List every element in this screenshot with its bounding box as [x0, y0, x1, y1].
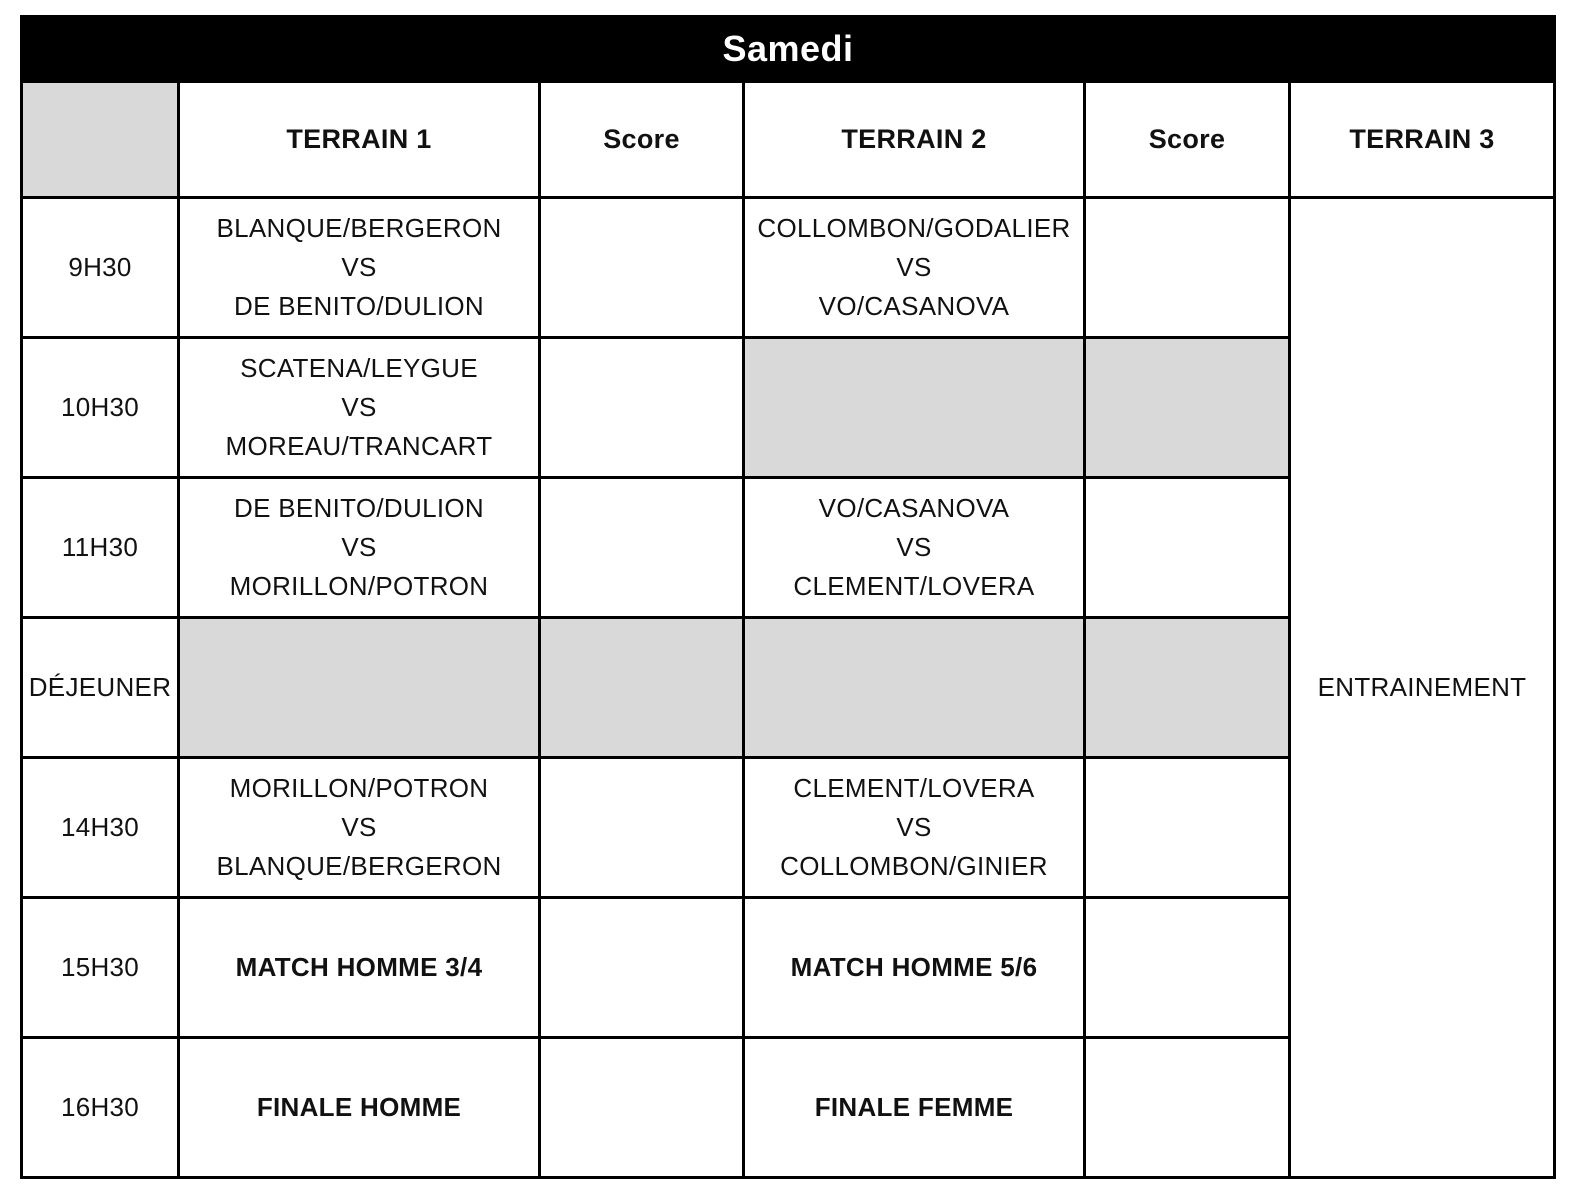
score-2-cell [1085, 478, 1290, 618]
terrain-2-match [744, 198, 1085, 338]
terrain-2-match: MATCH HOMME 5/6 [744, 898, 1085, 1038]
terrain-2-match: FINALE FEMME [744, 1038, 1085, 1178]
team-a: CLEMENT/LOVERA [793, 773, 1035, 803]
team-b: VO/CASANOVA [818, 291, 1010, 321]
time-cell: DÉJEUNER [22, 618, 179, 758]
time-cell: 9H30 [22, 198, 179, 338]
table-row [22, 198, 1555, 338]
team-b: MOREAU/TRANCART [225, 431, 493, 461]
score-1-cell [540, 1038, 744, 1178]
score-2-empty [1085, 338, 1290, 478]
team-a: BLANQUE/BERGERON [216, 213, 502, 243]
header-terrain-3: TERRAIN 3 [1290, 82, 1555, 198]
time-cell: 15H30 [22, 898, 179, 1038]
score-1-cell [540, 338, 744, 478]
terrain-2-empty [744, 338, 1085, 478]
team-a: SCATENA/LEYGUE [240, 353, 478, 383]
terrain-2-match [744, 478, 1085, 618]
team-a: DE BENITO/DULION [234, 493, 484, 523]
score-2-cell [1085, 198, 1290, 338]
header-terrain-1: TERRAIN 1 [179, 82, 540, 198]
terrain-1-match [179, 478, 540, 618]
team-a: MORILLON/POTRON [229, 773, 489, 803]
terrain-1-empty [179, 618, 540, 758]
score-2-cell [1085, 1038, 1290, 1178]
team-a: VO/CASANOVA [818, 493, 1010, 523]
versus: VS [341, 252, 377, 282]
versus: VS [896, 532, 932, 562]
team-b: COLLOMBON/GINIER [780, 851, 1048, 881]
score-2-cell [1085, 758, 1290, 898]
terrain-2-match [744, 758, 1085, 898]
terrain-2-empty [744, 618, 1085, 758]
team-b: BLANQUE/BERGERON [216, 851, 502, 881]
time-cell: 10H30 [22, 338, 179, 478]
terrain-1-match: MATCH HOMME 3/4 [179, 898, 540, 1038]
score-1-cell [540, 198, 744, 338]
terrain-1-match [179, 758, 540, 898]
score-2-empty [1085, 618, 1290, 758]
score-2-cell [1085, 898, 1290, 1038]
team-b: DE BENITO/DULION [234, 291, 484, 321]
team-b: CLEMENT/LOVERA [793, 571, 1035, 601]
versus: VS [896, 252, 932, 282]
score-1-empty [540, 618, 744, 758]
terrain-1-match [179, 338, 540, 478]
terrain-1-match: FINALE HOMME [179, 1038, 540, 1178]
schedule-table [20, 15, 1556, 1179]
header-score-1: Score [540, 82, 744, 198]
score-1-cell [540, 758, 744, 898]
terrain-1-match [179, 198, 540, 338]
versus: VS [341, 532, 377, 562]
day-title: Samedi [22, 17, 1555, 82]
time-cell: 11H30 [22, 478, 179, 618]
score-1-cell [540, 478, 744, 618]
time-cell: 16H30 [22, 1038, 179, 1178]
versus: VS [896, 812, 932, 842]
terrain-3-cell: ENTRAINEMENT [1290, 198, 1555, 1178]
team-b: MORILLON/POTRON [229, 571, 489, 601]
versus: VS [341, 812, 377, 842]
header-score-2: Score [1085, 82, 1290, 198]
header-terrain-2: TERRAIN 2 [744, 82, 1085, 198]
team-a: COLLOMBON/GODALIER [757, 213, 1071, 243]
versus: VS [341, 392, 377, 422]
score-1-cell [540, 898, 744, 1038]
time-cell: 14H30 [22, 758, 179, 898]
corner-cell [22, 82, 179, 198]
